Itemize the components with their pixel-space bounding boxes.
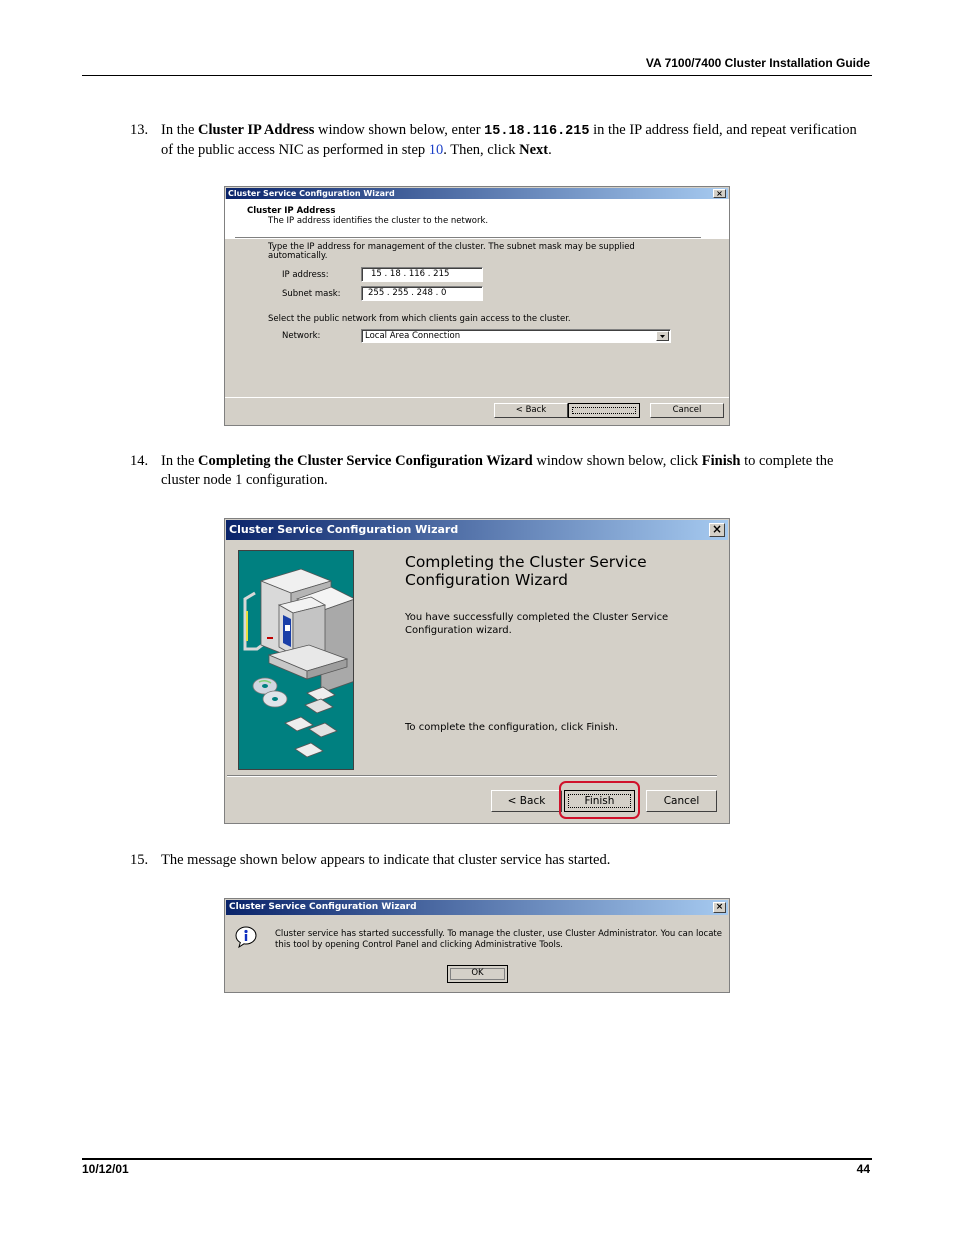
page-number: 44 [856,1162,870,1176]
finish-instruction: To complete the configuration, click Finish. [405,722,619,733]
document-header-title: VA 7100/7400 Cluster Installation Guide [645,56,870,70]
close-icon[interactable]: × [713,902,726,913]
ui-name-next: Next [519,142,549,158]
wizard-artwork-panel [238,550,354,770]
cancel-button[interactable]: Cancel [650,403,724,418]
finish-button-label: Finish [584,795,615,807]
step-10-link[interactable]: 10 [428,142,444,158]
network-label: Network: [282,331,321,341]
subnet-mask-field[interactable] [361,286,483,301]
footer-rule [82,1158,872,1160]
ui-name-cluster-ip-address: Cluster IP Address [198,122,315,138]
ui-name-completing-wizard: Completing the Cluster Service Configuration Wizard [198,453,533,469]
step-number: 15. [130,852,149,868]
ok-button-label: OK [471,968,484,978]
close-icon[interactable]: × [713,189,726,198]
step-15 [130,851,860,870]
network-select[interactable] [361,329,671,343]
ip-address-field[interactable] [361,267,483,282]
back-button[interactable]: < Back [491,790,562,812]
completing-wizard-dialog [224,518,730,824]
step-number: 13. [130,122,149,138]
success-message: You have successfully completed the Cluster Service Configuration wizard. [405,612,669,636]
dialog-title-bar [226,520,728,540]
ok-button[interactable] [447,965,508,983]
information-icon [234,925,258,949]
ip-address-label: IP address: [282,270,329,280]
step-text: The message shown below appears to indicate that cluster service has started. [161,852,611,868]
cluster-ip-dialog [224,186,730,426]
finish-button[interactable] [564,790,635,812]
back-button[interactable]: < Back [494,403,568,418]
step-text: In the Cluster IP Address window shown below, enter 15.18.116.215 in the IP address field, and repeat verification of the public access NIC as performed in step 10. Then, click Next. [161,122,857,158]
subnet-mask-value: 255 . 255 . 248 . 0 [368,288,447,298]
dialog-title: Cluster Service Configuration Wizard [228,189,395,198]
step-text: In the Completing the Cluster Service Configuration Wizard window shown below, click Finish to complete the cluster node 1 configuration. [161,453,834,488]
cancel-button[interactable]: Cancel [646,790,717,812]
ip-code: 15.18.116.215 [484,124,590,139]
message-text: Cluster service has started successfully. To manage the cluster, use Cluster Administrator. You can locate this tool by opening Control Panel and clicking Administrative Tools. [275,929,722,950]
focus-rect [572,407,636,414]
step-13 [130,121,860,160]
wizard-heading: Completing the Cluster Service Configuration Wizard [405,553,647,589]
header-rule [82,75,872,76]
footer-separator [225,397,729,399]
dialog-title: Cluster Service Configuration Wizard [229,902,417,912]
footer-separator [227,775,717,777]
network-intro-text: Select the public network from which clients gain access to the cluster. [268,314,571,324]
wizard-heading: Cluster IP Address [247,206,336,216]
computer-cluster-illustration-icon [239,551,353,769]
wizard-subheading: The IP address identifies the cluster to the network. [268,216,489,226]
header-separator [235,237,701,239]
intro-text: Type the IP address for management of the cluster. The subnet mask may be supplied automatically. [268,242,635,261]
cluster-started-message-box [224,898,730,993]
dialog-title: Cluster Service Configuration Wizard [229,523,459,536]
ui-name-finish: Finish [701,453,741,469]
subnet-mask-label: Subnet mask: [282,289,341,299]
dialog-title-bar [226,900,728,915]
dropdown-arrow-icon[interactable] [656,331,669,341]
close-icon[interactable]: × [709,523,725,537]
network-select-value: Local Area Connection [365,331,461,341]
dialog-title-bar [226,188,728,199]
step-14 [130,452,860,490]
ip-address-value: 15 . 18 . 116 . 215 [371,269,450,279]
step-number: 14. [130,453,149,469]
footer-date: 10/12/01 [82,1162,129,1176]
next-button[interactable] [568,403,640,418]
